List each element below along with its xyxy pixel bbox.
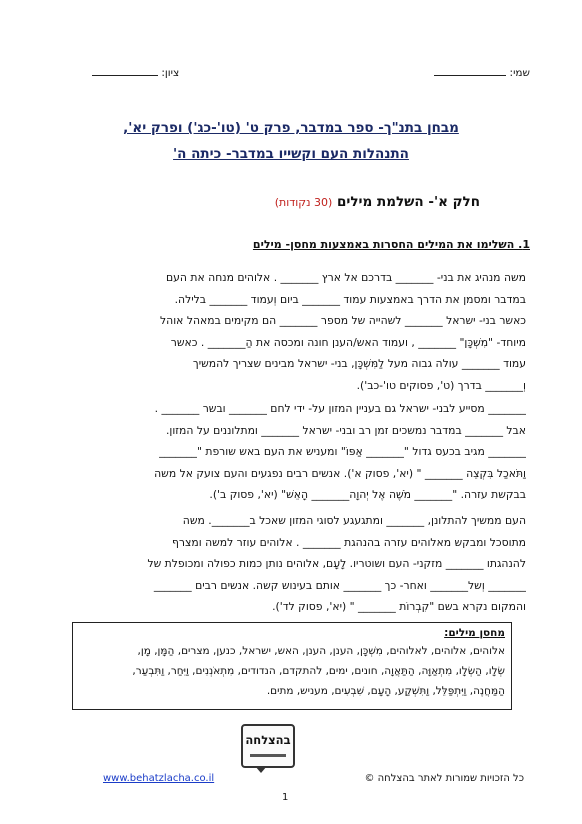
speech-bubble-tail-icon: [255, 766, 267, 773]
paragraph-1: [40, 267, 526, 397]
text-line: משה מנהיג את בני- _______ בדרכם אל ארץ _______ . אלוהים מנחה את העם: [165, 271, 526, 284]
name-line[interactable]: [434, 66, 506, 76]
logo-text: בהצלחה: [245, 733, 291, 747]
text-line: מתוסכל ומבקש מאלוהים עזרה בהנהגת _______ . אלוהים עוזר למשה ומצרף: [171, 535, 526, 549]
grade-field[interactable]: [92, 66, 179, 79]
text-line: להנהגתו _______ מזקני- העם ושוטריו. לָעָם, אלוהים נותן כמות כפולה ומכופלת של: [147, 557, 526, 571]
word-bank-box: [72, 622, 512, 710]
text-line: _______ וְשל_______ ואחר- כך _______ אותם בעינוש קשה. אנשים רבים _______: [153, 578, 526, 592]
text-line: העם ממשיך להתלונן, _______ ומתגעגע לסוגי המזון שאכל ב_______. משה: [182, 514, 526, 527]
word-bank-line: אלוהים, אלוהים, לאלוהים, מִשְׁכָּן, הענן, הענן, האש, ישראל, כנען, מצרים, הַמָּן, מָן,: [137, 645, 505, 657]
text-line: וְ_______ בדרך (ט', פסוקים טו'-כב').: [356, 378, 526, 392]
question-1-instruction: 1. השלימו את המילים החסרות באמצעות מחסן- מילים: [252, 238, 530, 251]
part-points: (30 נקודות): [274, 196, 333, 209]
text-line: עמוד _______ עולה גבוה מעל לַמִּשְׁכָּן, בני- ישראל מבינים שצריך להמשיך: [192, 357, 526, 371]
word-bank-title: מחסן מילים:: [444, 627, 505, 639]
logo-underline: [250, 754, 286, 757]
text-line: במדבר ומסמן את הדרך באמצעות עמוד _______ ביום וְעמוד _______ בלילה.: [174, 292, 526, 306]
paragraph-2: [40, 398, 526, 506]
name-field[interactable]: [434, 66, 530, 79]
grade-line[interactable]: [92, 66, 158, 76]
grade-label: ציון:: [161, 67, 180, 79]
text-line: _______ מגיב בכעס גדול "_______ אַפּוֹ" ומעניש את העם באש שורפת "_______: [159, 445, 526, 459]
copyright-notice: כל הזכויות שמורות לאתר בהצלחה ©: [364, 773, 524, 784]
word-bank-line: הַמַּחֲנֶה, וַיִּתְפַּלֵּל, וַתִּשְׁקַע, הָעָם, שִׁבְעִים, מעניש, מתים.: [266, 685, 505, 697]
text-line: והמקום נקרא בשם "קִבְרוֹת _______ " (יא', פסוק לד').: [272, 600, 526, 614]
text-line: אבל _______ במדבר נמשכים זמן רב ובני- ישראל _______ ומתלוננים על המזון.: [165, 423, 526, 437]
text-line: מיוחד- "מִשְׁכָּן" _______ , ועמוד האש/הענן חונה ומכסה את הַ_______ . כאשר: [170, 335, 526, 349]
behatzlacha-logo: [241, 724, 295, 768]
text-line: וַתֹּאכַל בִּקְצֵה _______ " (יא', פסוק א'). אנשים רבים נפגעים והעם צועק אל משה: [154, 466, 526, 480]
exam-subtitle: התנהלות העם וקשייו במדבר- כיתה ה': [173, 146, 409, 162]
text-line: בבקשת עזרה. "_______ מֹשֶׁה אֶל יְהוָה_______ הָאֵשׁ" (יא', פסוק ב').: [209, 488, 526, 502]
text-line: כאשר בני- ישראל _______ לשהייה של מספר _______ הם מקימים במאהל אוהל: [160, 314, 526, 328]
student-fields: [40, 66, 530, 82]
page-number: 1: [282, 792, 289, 803]
part-heading: [275, 194, 480, 210]
word-bank-line: שְׂלָו, הַשְׂלָו, מִתְאַוָּה, הַתַּאֲוָה, חונים, ימים, להתקדם, הנדודים, מִתְאֹנְנִים, וַיִּחַר, וַתִּבְעַר,: [132, 665, 505, 677]
site-link[interactable]: www.behatzlacha.co.il: [103, 773, 215, 784]
name-label: שמי:: [509, 67, 530, 79]
text-line: _______ מסייע לבני- ישראל גם בעניין המזון על- ידי לחם _______ ובשר _______ .: [154, 402, 526, 415]
exam-title: מבחן בתנ"ך- ספר במדבר, פרק ט' (טו'-כג') ופרק יא',: [123, 120, 459, 136]
paragraph-3: [40, 510, 526, 618]
part-label: חלק א'- השלמת מילים: [336, 194, 480, 210]
